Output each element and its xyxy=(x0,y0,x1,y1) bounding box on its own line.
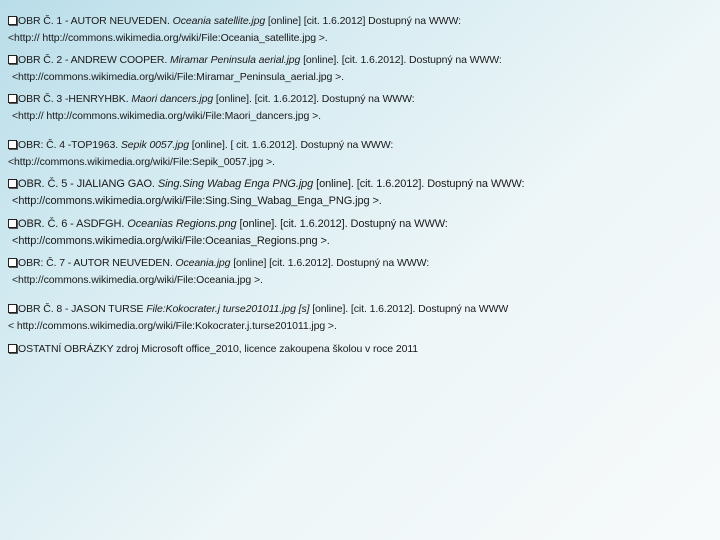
footer-note-text: OSTATNÍ OBRÁZKY zdroj Microsoft office_2010, licence zakoupena školou v roce 2011 xyxy=(18,343,419,355)
citation-title: Maori dancers.jpg xyxy=(131,93,214,105)
citation-info: [online]. [cit. 1.6.2012]. Dostupný na WWW: xyxy=(213,93,415,105)
checkbox-bullet-icon xyxy=(8,304,17,313)
citation-author: OBR Č. 1 - AUTOR NEUVEDEN. xyxy=(18,15,173,27)
citation-title: Oceanias Regions.png xyxy=(127,218,237,230)
checkbox-bullet-icon xyxy=(8,55,17,64)
citation-info: [online]. [cit. 1.6.2012]. Dostupný na WWW: xyxy=(313,178,525,190)
checkbox-bullet-icon xyxy=(8,16,17,25)
citation-url: <http:// http://commons.wikimedia.org/wiki/File:Maori_dancers.jpg >. xyxy=(12,109,321,122)
citation-info: [online]. [ cit. 1.6.2012]. Dostupný na WWW: xyxy=(188,139,394,151)
citation-title: Miramar Peninsula aerial.jpg xyxy=(170,54,301,66)
citation-author: OBR Č. 2 - ANDREW COOPER. xyxy=(18,54,171,66)
citation-url: < http://commons.wikimedia.org/wiki/File:Kokocrater.j.turse201011.jpg >. xyxy=(8,319,337,332)
citation-author: OBR. Č. 6 - ASDFGH. xyxy=(18,218,128,230)
citation-info: [online]. [cit. 1.6.2012]. Dostupný na WWW: xyxy=(300,54,502,66)
citation-title: Sing.Sing Wabag Enga PNG.jpg xyxy=(157,178,314,190)
checkbox-bullet-icon xyxy=(8,94,17,103)
citation-info: [online] [cit. 1.6.2012]. Dostupný na WWW: xyxy=(230,257,430,269)
citation-title: File:Kokocrater.j turse201011.jpg [s] xyxy=(146,303,310,315)
citation-title: Sepik 0057.jpg xyxy=(120,139,189,151)
citation-info: [online] [cit. 1.6.2012] Dostupný na WWW: xyxy=(265,15,461,27)
citation-title: Oceania satellite.jpg xyxy=(172,15,266,27)
citation-author: OBR. Č. 5 - JIALIANG GAO. xyxy=(18,178,158,190)
checkbox-bullet-icon xyxy=(8,344,17,353)
citation-5 xyxy=(8,176,712,209)
citation-url: <http:// http://commons.wikimedia.org/wiki/File:Oceania_satellite.jpg >. xyxy=(8,31,328,44)
citation-info: [online]. [cit. 1.6.2012]. Dostupný na WWW xyxy=(309,303,509,315)
citation-url: <http://commons.wikimedia.org/wiki/File:Oceania.jpg >. xyxy=(12,273,263,286)
citation-author: OBR: Č. 4 -TOP1963. xyxy=(18,139,121,151)
citation-2 xyxy=(8,52,712,85)
citation-author: OBR Č. 8 - JASON TURSE xyxy=(18,303,147,315)
citation-title: Oceania.jpg xyxy=(175,257,231,269)
citation-4 xyxy=(8,137,712,170)
citation-8 xyxy=(8,301,712,334)
checkbox-bullet-icon xyxy=(8,219,17,228)
citation-url: <http://commons.wikimedia.org/wiki/File:Sepik_0057.jpg >. xyxy=(8,155,275,168)
checkbox-bullet-icon xyxy=(8,179,17,188)
citation-url: <http://commons.wikimedia.org/wiki/File:Oceanias_Regions.png >. xyxy=(12,234,330,247)
footer-note xyxy=(8,341,712,358)
citation-url: <http://commons.wikimedia.org/wiki/File:Miramar_Peninsula_aerial.jpg >. xyxy=(12,70,344,83)
citation-6 xyxy=(8,216,712,249)
citation-url: <http://commons.wikimedia.org/wiki/File:Sing.Sing_Wabag_Enga_PNG.jpg >. xyxy=(12,194,382,207)
checkbox-bullet-icon xyxy=(8,258,17,267)
citation-info: [online]. [cit. 1.6.2012]. Dostupný na WWW: xyxy=(236,218,448,230)
citation-author: OBR: Č. 7 - AUTOR NEUVEDEN. xyxy=(18,257,176,269)
citation-author: OBR Č. 3 -HENRYHBK. xyxy=(18,93,132,105)
checkbox-bullet-icon xyxy=(8,140,17,149)
citation-1 xyxy=(8,13,712,46)
citation-3 xyxy=(8,91,712,124)
citation-7 xyxy=(8,255,712,288)
